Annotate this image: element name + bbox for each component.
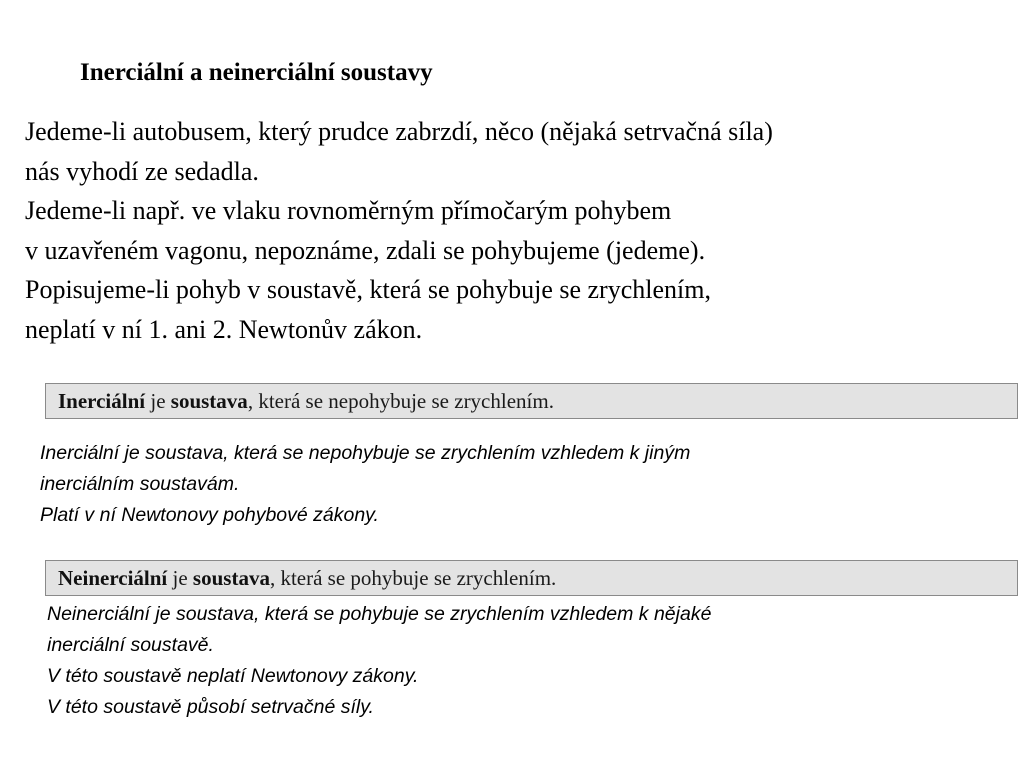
definition-term: Neinerciální: [58, 566, 168, 590]
note-line: inerciální soustavě.: [47, 634, 214, 656]
definition-text: , která se pohybuje se zrychlením.: [269, 566, 557, 590]
inertial-note: [40, 438, 690, 531]
note-line: Inerciální je soustava, která se nepohybuje se zrychlením vzhledem k jiným: [40, 442, 691, 464]
definition-text: , která se nepohybuje se zrychlením.: [247, 389, 554, 413]
definition-term: Inerciální: [58, 389, 146, 413]
slide-title: Inerciální a neinerciální soustavy: [80, 59, 433, 86]
intro-line: Jedeme-li autobusem, který prudce zabrzdí, něco (nějaká setrvačná síla): [25, 117, 773, 146]
definition-keyword: soustava: [192, 566, 270, 590]
intro-line: nás vyhodí ze sedadla.: [25, 156, 259, 186]
noninertial-note: [47, 599, 711, 723]
definition-keyword: soustava: [170, 389, 248, 413]
intro-line: v uzavřeném vagonu, nepoznáme, zdali se pohybujeme (jedeme).: [25, 235, 706, 265]
note-line: V této soustavě působí setrvačné síly.: [47, 696, 374, 718]
note-line: V této soustavě neplatí Newtonovy zákony.: [47, 665, 419, 687]
inertial-definition-box: [45, 383, 1018, 419]
intro-line: neplatí v ní 1. ani 2. Newtonův zákon.: [25, 314, 423, 344]
intro-paragraph: [25, 112, 773, 349]
noninertial-definition-box: [45, 560, 1018, 596]
note-line: Neinerciální je soustava, která se pohybuje se zrychlením vzhledem k nějaké: [47, 603, 712, 625]
note-line: Platí v ní Newtonovy pohybové zákony.: [40, 504, 379, 526]
intro-line: Popisujeme-li pohyb v soustavě, která se pohybuje se zrychlením,: [25, 275, 711, 304]
intro-line: Jedeme-li např. ve vlaku rovnoměrným přímočarým pohybem: [25, 196, 672, 225]
note-line: inerciálním soustavám.: [40, 473, 240, 495]
definition-text: je: [145, 389, 171, 413]
definition-text: je: [167, 566, 193, 590]
